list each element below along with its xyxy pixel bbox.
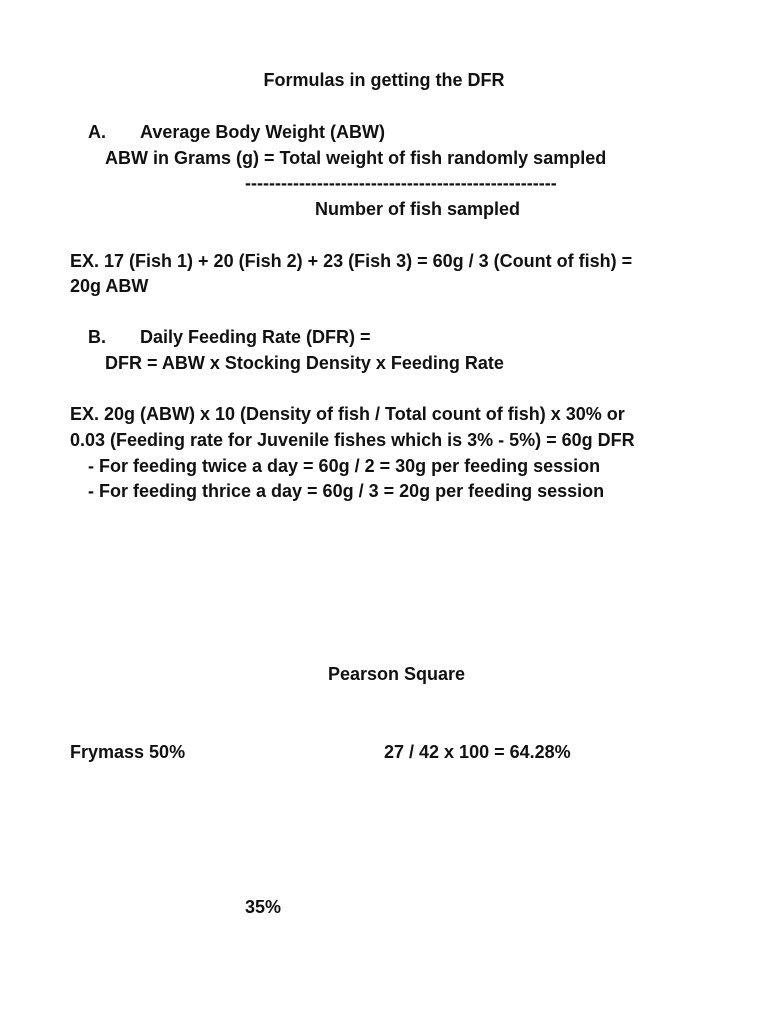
pearson-square-title: Pearson Square [328, 664, 466, 684]
section-a-heading: Average Body Weight (ABW) [140, 122, 386, 142]
abw-fraction-bar: ---------------------------------------------------- [245, 173, 557, 193]
abw-formula-numerator: ABW in Grams (g) = Total weight of fish randomly sampled [105, 148, 607, 168]
dfr-formula: DFR = ABW x Stocking Density x Feeding Rate [105, 353, 504, 373]
abw-example-line-1: EX. 17 (Fish 1) + 20 (Fish 2) + 23 (Fish 3) = 60g / 3 (Count of fish) = [70, 251, 633, 271]
dfr-example-line-2: 0.03 (Feeding rate for Juvenile fishes which is 3% - 5%) = 60g DFR [70, 430, 635, 450]
abw-example-line-2: 20g ABW [70, 276, 149, 296]
section-a-marker: A. [88, 122, 106, 142]
section-b-marker: B. [88, 327, 106, 347]
pearson-target-value: 35% [245, 897, 282, 917]
dfr-example-line-1: EX. 20g (ABW) x 10 (Density of fish / Total count of fish) x 30% or [70, 404, 625, 424]
document-title: Formulas in getting the DFR [263, 70, 505, 90]
section-b-heading: Daily Feeding Rate (DFR) = [140, 327, 371, 347]
dfr-bullet-twice: - For feeding twice a day = 60g / 2 = 30g per feeding session [88, 456, 601, 476]
pearson-ingredient-label: Frymass 50% [70, 742, 186, 762]
dfr-bullet-thrice: - For feeding thrice a day = 60g / 3 = 20g per feeding session [88, 481, 605, 501]
abw-formula-denominator: Number of fish sampled [315, 199, 521, 219]
pearson-calculation: 27 / 42 x 100 = 64.28% [384, 742, 571, 762]
